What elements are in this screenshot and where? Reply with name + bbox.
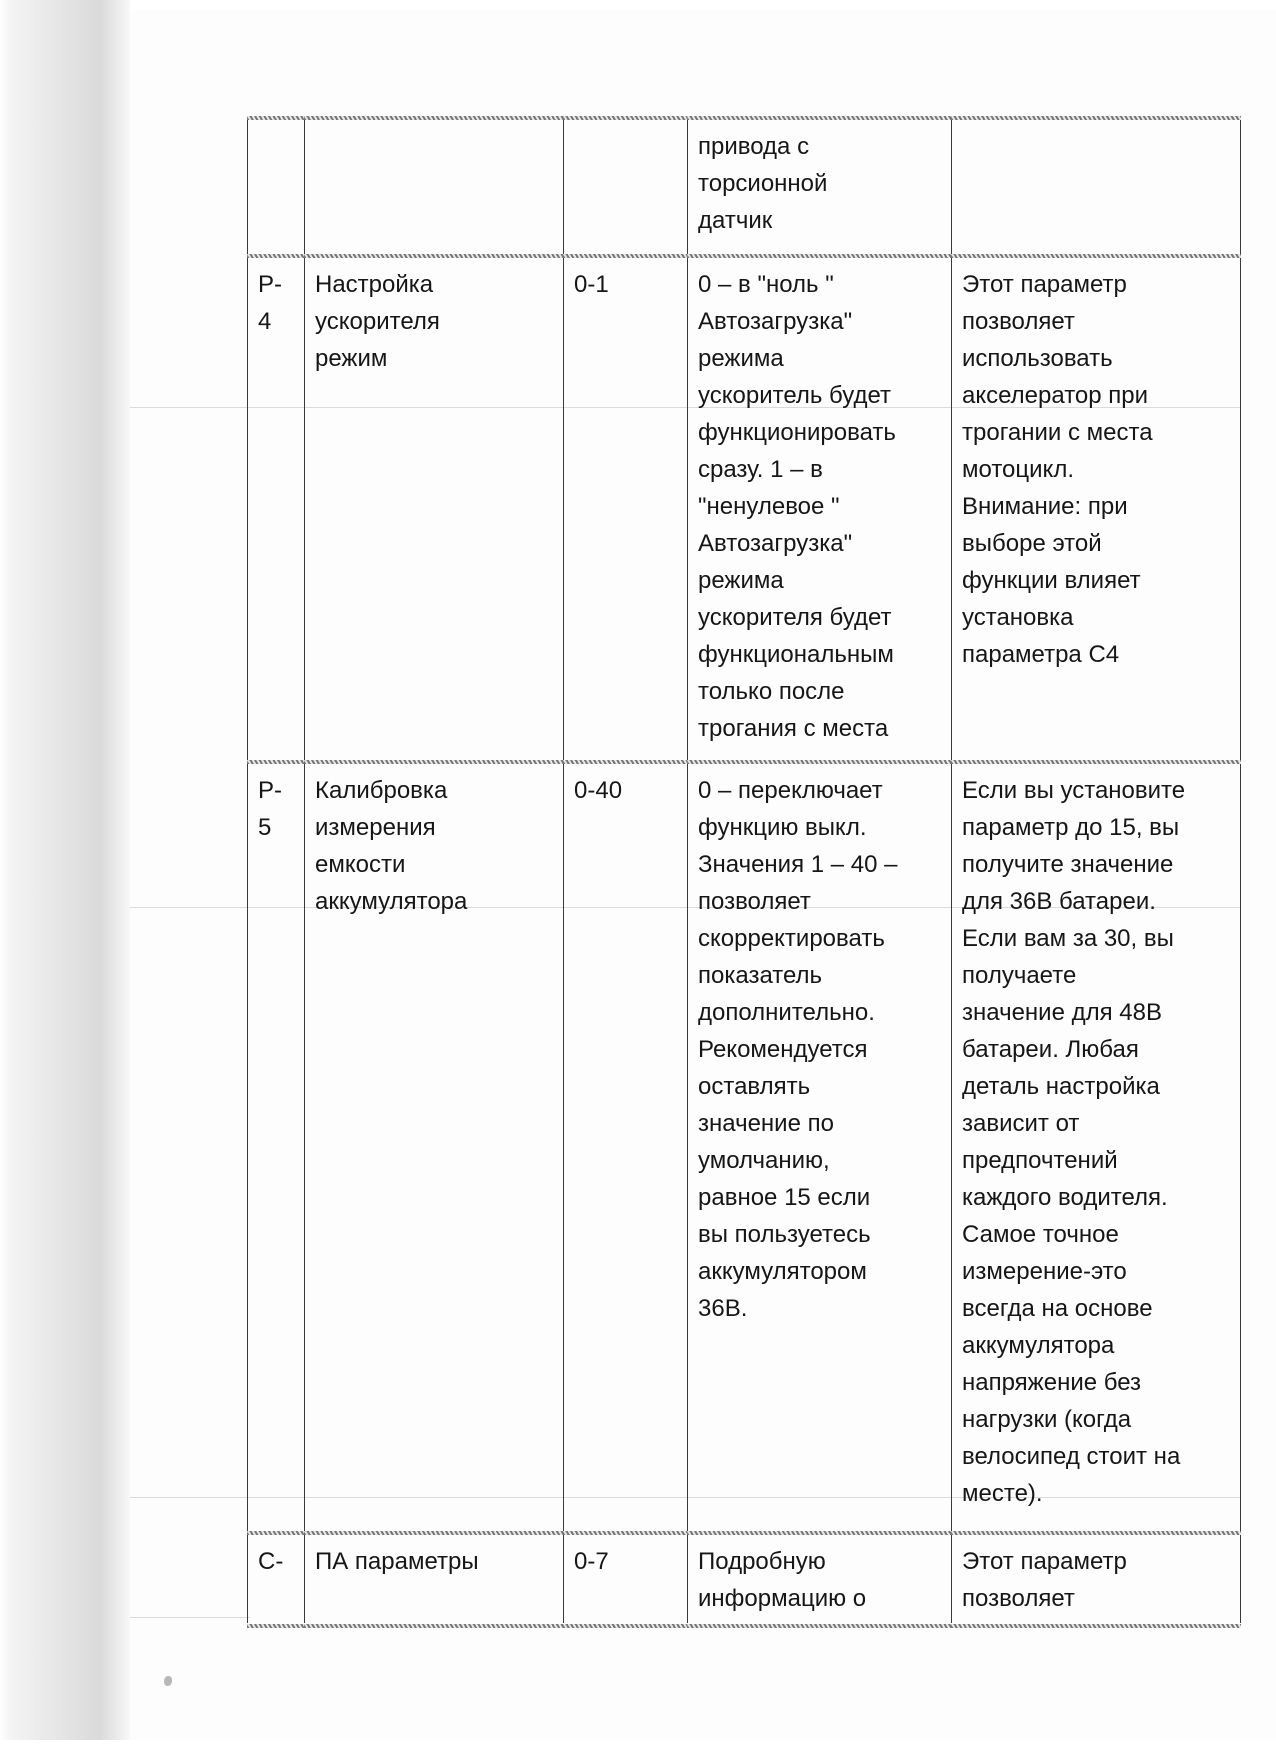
row-divider [247,116,305,120]
bleed-through-line [130,1617,250,1618]
param-note-cell [952,1534,1241,1624]
param-setting: 0 – переключает функцию выкл. Значения 1 – 40 – позволяет скорректировать показатель дополнительно. Рекомендуется оставлять значение по умолчанию, равное 15 если вы пользуетесь аккумулятором 36В. [698,777,898,1322]
param-code-cell [248,257,305,763]
scan-speck [164,1676,172,1686]
param-note: Если вы установите параметр до 15, вы получите значение для 36В батареи. Если вам за 30, вы получаете значение для 48В батареи. Любая деталь настройка зависит от предпочтений каждого водителя. Самое точное измерение-это всегда на основе аккумулятора напряжение без нагрузки (когда велосипед стоит на месте). [962,777,1186,1507]
param-range-cell [564,763,688,1534]
param-range-cell [564,257,688,763]
param-note-cell [952,763,1241,1534]
param-range: 0-40 [574,777,623,804]
param-range-cell [564,1534,688,1624]
table-row [248,763,1241,1534]
param-note-cell [952,257,1241,763]
param-name-cell [305,1534,564,1624]
param-name-cell [305,119,564,257]
table-row [248,257,1241,763]
row-divider [687,116,952,120]
page-binding-shadow [0,0,130,1755]
param-setting-cell [688,1534,952,1624]
param-name: Калибровка измерения емкости аккумулятора [315,777,468,915]
param-setting: привода с торсионной датчик [698,133,828,234]
table-row [248,1534,1241,1624]
row-divider [951,116,1241,120]
table-row [248,119,1241,257]
param-range: 0-1 [574,271,609,298]
param-name: Настройка ускорителя режим [315,271,440,372]
param-code-cell [248,1534,305,1624]
param-name-cell [305,257,564,763]
param-note: Этот параметр позволяет использовать акселератор при трогании с места мотоцикл. Внимание: при выборе этой функции влияет установка параметра С4 [962,271,1153,668]
param-name-cell [305,763,564,1534]
table-bottom-border [563,1624,688,1628]
param-code-cell [248,763,305,1534]
param-setting: Подробную информацию о [698,1548,867,1612]
table-bottom-border [951,1624,1241,1628]
param-range: 0-7 [574,1548,609,1575]
param-code: C- [258,1548,284,1575]
parameter-table [247,117,1241,1623]
row-divider [563,116,688,120]
row-divider [304,116,564,120]
param-setting-cell [688,257,952,763]
param-code: P- 4 [258,271,282,335]
param-setting-cell [688,119,952,257]
table-bottom-border [304,1624,564,1628]
param-setting: 0 – в "ноль " Автозагрузка" режима ускоритель будет функционировать сразу. 1 – в "ненулевое " Автозагрузка" режима ускорителя будет функциональным только после трогания с места [698,271,896,742]
table-bottom-border [247,1624,305,1628]
param-setting-cell [688,763,952,1534]
param-range-cell [564,119,688,257]
param-code-cell [248,119,305,257]
param-note: Этот параметр позволяет [962,1548,1127,1612]
param-code: P- 5 [258,777,282,841]
scan-margin-bottom [0,1740,1276,1755]
table-bottom-border [687,1624,952,1628]
param-name: ПА параметры [315,1548,479,1575]
param-note-cell [952,119,1241,257]
scan-margin-top [0,0,1276,10]
